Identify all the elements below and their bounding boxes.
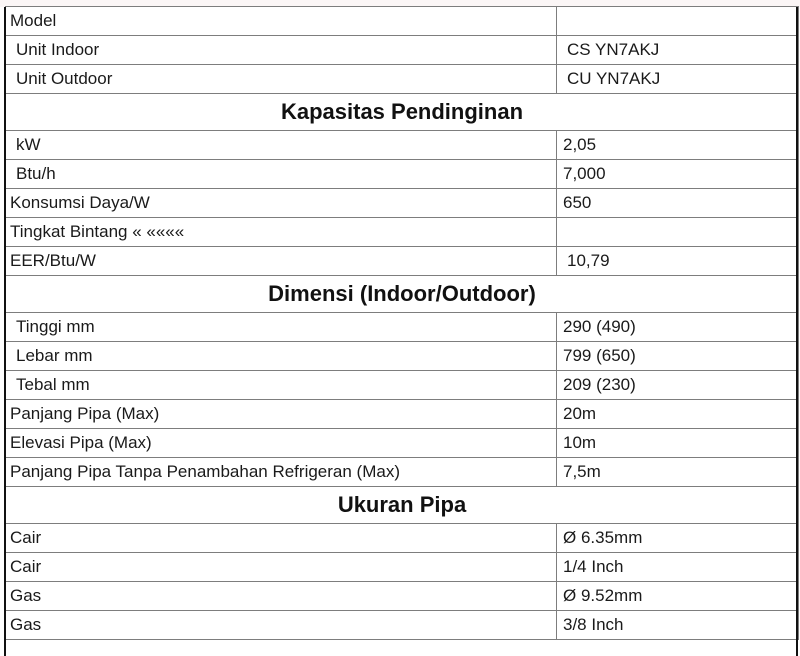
table-right-border [796,7,798,656]
pipe-elevation-value: 10m [557,429,799,458]
table-row [6,189,799,218]
table-row [6,553,799,582]
eer-label: EER/Btu/W [6,247,557,276]
height-value: 290 (490) [557,313,799,342]
section-title-dimension: Dimensi (Indoor/Outdoor) [6,276,799,313]
pipe-length-no-refrigerant-value: 7,5m [557,458,799,487]
table-row [6,131,799,160]
cooling-kw-value: 2,05 [557,131,799,160]
star-rating-label: Tingkat Bintang « «««« [6,218,557,247]
spec-table [5,6,799,640]
depth-label: Tebal mm [6,371,557,400]
table-row [6,429,799,458]
pipe-length-value: 20m [557,400,799,429]
pipe-liquid-label: Cair [6,553,557,582]
table-row-unit-indoor [6,36,799,65]
unit-indoor-label: Unit Indoor [6,36,557,65]
table-row-model [6,7,799,36]
table-row [6,218,799,247]
pipe-elevation-label: Elevasi Pipa (Max) [6,429,557,458]
section-title-cooling: Kapasitas Pendinginan [6,94,799,131]
table-row [6,371,799,400]
cooling-btu-label: Btu/h [6,160,557,189]
depth-value: 209 (230) [557,371,799,400]
section-header-cooling [6,94,799,131]
unit-outdoor-value: CU YN7AKJ [557,65,799,94]
pipe-liquid-label: Cair [6,524,557,553]
table-row [6,524,799,553]
section-title-pipe: Ukuran Pipa [6,487,799,524]
power-consumption-value: 650 [557,189,799,218]
pipe-gas-inch-value: 3/8 Inch [557,611,799,640]
model-label: Model [6,7,557,36]
pipe-length-label: Panjang Pipa (Max) [6,400,557,429]
table-left-border [4,7,6,656]
table-row [6,582,799,611]
table-row [6,611,799,640]
table-row [6,160,799,189]
table-row-unit-outdoor [6,65,799,94]
pipe-gas-label: Gas [6,582,557,611]
section-header-dimension [6,276,799,313]
width-label: Lebar mm [6,342,557,371]
unit-outdoor-label: Unit Outdoor [6,65,557,94]
unit-indoor-value: CS YN7AKJ [557,36,799,65]
table-row [6,247,799,276]
model-value [557,7,799,36]
table-row [6,458,799,487]
width-value: 799 (650) [557,342,799,371]
pipe-liquid-mm-value: Ø 6.35mm [557,524,799,553]
pipe-gas-mm-value: Ø 9.52mm [557,582,799,611]
table-row [6,342,799,371]
pipe-liquid-inch-value: 1/4 Inch [557,553,799,582]
table-row [6,400,799,429]
eer-value: 10,79 [557,247,799,276]
pipe-gas-label: Gas [6,611,557,640]
power-consumption-label: Konsumsi Daya/W [6,189,557,218]
pipe-length-no-refrigerant-label: Panjang Pipa Tanpa Penambahan Refrigeran (Max) [6,458,557,487]
section-header-pipe [6,487,799,524]
height-label: Tinggi mm [6,313,557,342]
star-rating-value [557,218,799,247]
cooling-kw-label: kW [6,131,557,160]
table-row [6,313,799,342]
cooling-btu-value: 7,000 [557,160,799,189]
